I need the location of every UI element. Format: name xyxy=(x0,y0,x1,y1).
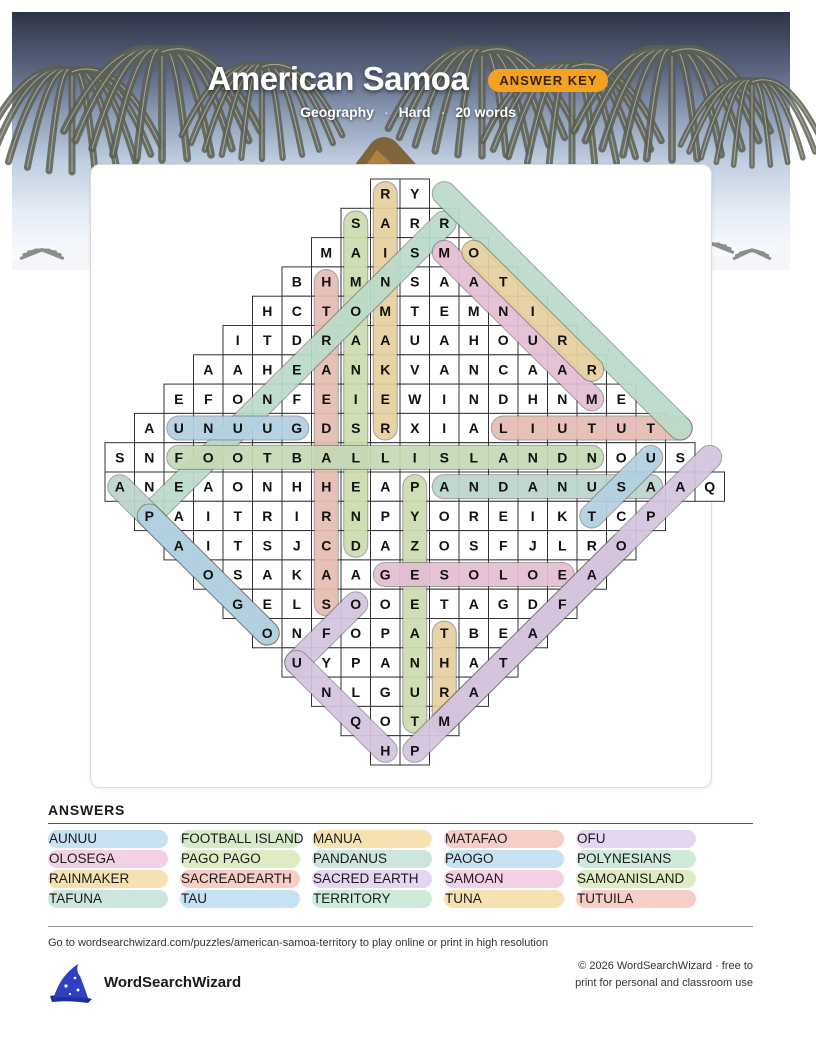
grid-letter: N xyxy=(498,302,509,319)
grid-letter: O xyxy=(350,302,362,319)
grid-letter: O xyxy=(350,625,362,642)
grid-letter: I xyxy=(442,420,447,437)
grid-letter: A xyxy=(350,244,361,261)
grid-letter: D xyxy=(291,332,302,349)
grid-letter: F xyxy=(557,595,567,612)
grid-letter: L xyxy=(292,595,302,612)
grid-letter: A xyxy=(321,361,332,378)
grid-letter: R xyxy=(468,507,479,524)
grid-letter: P xyxy=(144,507,154,524)
grid-letter: A xyxy=(173,537,184,554)
grid-letter: A xyxy=(527,478,538,495)
grid-letter: V xyxy=(410,361,420,378)
grid-letter: P xyxy=(380,507,390,524)
grid-letter: A xyxy=(439,361,450,378)
grid-letter: F xyxy=(203,390,213,407)
grid-letter: X xyxy=(410,420,420,437)
grid-letter: H xyxy=(439,654,450,671)
grid-letter: Y xyxy=(410,507,420,524)
grid-letter: E xyxy=(321,390,331,407)
answer-word: AUNUU xyxy=(49,831,98,846)
grid-letter: T xyxy=(587,507,597,524)
grid-letter: I xyxy=(412,449,417,466)
answers-heading: ANSWERS xyxy=(48,802,126,818)
answer-word: SAMOANISLAND xyxy=(577,871,685,886)
answer-word: TAU xyxy=(181,891,207,906)
grid-letter: O xyxy=(615,537,627,554)
grid-letter: M xyxy=(438,713,451,730)
grid-letter: A xyxy=(173,507,184,524)
grid-letter: S xyxy=(351,214,361,231)
grid-letter: E xyxy=(292,361,302,378)
grid-letter: B xyxy=(291,449,302,466)
grid-letter: N xyxy=(291,625,302,642)
grid-letter: N xyxy=(468,390,479,407)
grid-letter: I xyxy=(294,507,299,524)
answer-word: FOOTBALL ISLAND xyxy=(181,831,304,846)
grid-letter: I xyxy=(353,390,358,407)
grid-letter: M xyxy=(438,244,451,261)
grid-letter: S xyxy=(439,449,449,466)
grid-letter: R xyxy=(380,420,391,437)
grid-letter: O xyxy=(232,449,244,466)
answer-word: TUTUILA xyxy=(577,891,634,906)
answers-list xyxy=(48,830,753,908)
grid-letter: S xyxy=(469,537,479,554)
grid-letter: N xyxy=(262,390,273,407)
grid-letter: T xyxy=(233,537,243,554)
answer-item xyxy=(576,830,708,848)
grid-letter: I xyxy=(206,537,211,554)
grid-letter: G xyxy=(232,595,244,612)
grid-letter: N xyxy=(557,390,568,407)
grid-letter: U xyxy=(586,478,597,495)
grid-letter: N xyxy=(409,654,420,671)
grid-letter: O xyxy=(379,595,391,612)
grid-letter: A xyxy=(262,566,273,583)
grid-letter: S xyxy=(233,566,243,583)
grid-letter: A xyxy=(203,478,214,495)
answer-item xyxy=(48,870,180,888)
grid-letter: B xyxy=(291,273,302,290)
grid-letter: I xyxy=(530,507,535,524)
grid-letter: H xyxy=(262,361,273,378)
answer-word: POLYNESIANS xyxy=(577,851,672,866)
answer-item xyxy=(444,870,576,888)
grid-letter: P xyxy=(646,507,656,524)
grid-letter: A xyxy=(468,420,479,437)
word-search-grid xyxy=(91,165,716,789)
grid-letter: O xyxy=(468,244,480,261)
grid-letter: A xyxy=(468,654,479,671)
grid-letter: T xyxy=(262,449,272,466)
grid-letter: T xyxy=(410,713,420,730)
grid-letter: E xyxy=(174,478,184,495)
grid-letter: D xyxy=(498,390,509,407)
footer-divider xyxy=(48,926,753,927)
grid-letter: T xyxy=(321,302,331,319)
grid-letter: R xyxy=(439,683,450,700)
grid-letter: K xyxy=(557,507,568,524)
answer-item xyxy=(312,890,444,908)
grid-letter: N xyxy=(350,507,361,524)
answer-word: TERRITORY xyxy=(313,891,391,906)
grid-letter: A xyxy=(321,449,332,466)
answer-item xyxy=(180,830,312,848)
answer-word: RAINMAKER xyxy=(49,871,130,886)
grid-letter: L xyxy=(380,449,390,466)
answer-word: TAFUNA xyxy=(49,891,102,906)
copyright-text: © 2026 WordSearchWizard · free to print for personal and classroom use xyxy=(575,960,753,989)
grid-letter: A xyxy=(232,361,243,378)
grid-letter: M xyxy=(320,244,333,261)
grid-letter: O xyxy=(202,566,214,583)
grid-letter: R xyxy=(586,537,597,554)
grid-letter: E xyxy=(174,390,184,407)
grid-letter: A xyxy=(380,332,391,349)
answer-item xyxy=(444,850,576,868)
grid-letter: M xyxy=(585,390,598,407)
grid-letter: A xyxy=(380,214,391,231)
grid-letter: A xyxy=(439,332,450,349)
grid-letter: A xyxy=(350,332,361,349)
category-label: Geography xyxy=(300,104,374,120)
grid-letter: S xyxy=(410,244,420,261)
answer-item xyxy=(312,870,444,888)
grid-letter: H xyxy=(321,478,332,495)
grid-letter: E xyxy=(439,302,449,319)
grid-letter: A xyxy=(527,625,538,642)
answer-item xyxy=(180,870,312,888)
grid-letter: H xyxy=(468,332,479,349)
grid-letter: K xyxy=(291,566,302,583)
answer-word: SACREADEARTH xyxy=(181,871,292,886)
grid-letter: J xyxy=(292,537,301,554)
grid-letter: N xyxy=(144,478,155,495)
grid-letter: N xyxy=(321,683,332,700)
answer-word: PAOGO xyxy=(445,851,494,866)
puzzle-card xyxy=(90,164,716,788)
grid-letter: A xyxy=(380,478,391,495)
grid-letter: E xyxy=(380,390,390,407)
puzzle-meta xyxy=(0,104,816,120)
grid-letter: Y xyxy=(321,654,331,671)
footer-link-text[interactable]: Go to wordsearchwizard.com/puzzles/american-samoa-territory to play online or print in high resolution xyxy=(48,937,549,949)
grid-letter: P xyxy=(410,478,420,495)
grid-letter: I xyxy=(206,507,211,524)
grid-letter: T xyxy=(262,332,272,349)
grid-letter: O xyxy=(202,449,214,466)
grid-letter: S xyxy=(616,478,626,495)
grid-letter: O xyxy=(379,713,391,730)
grid-letter: N xyxy=(468,361,479,378)
grid-letter: S xyxy=(439,566,449,583)
grid-letter: O xyxy=(438,507,450,524)
grid-letter: U xyxy=(616,420,627,437)
grid-letter: W xyxy=(408,390,422,407)
grid-letter: C xyxy=(498,361,509,378)
grid-letter: L xyxy=(557,537,567,554)
grid-letter: A xyxy=(645,478,656,495)
grid-letter: O xyxy=(615,449,627,466)
grid-letter: D xyxy=(350,537,361,554)
grid-letter: N xyxy=(557,478,568,495)
grid-letter: S xyxy=(410,273,420,290)
title-row xyxy=(0,60,816,98)
answer-item xyxy=(576,870,708,888)
grid-letter: F xyxy=(292,390,302,407)
grid-letter: A xyxy=(468,683,479,700)
answer-item xyxy=(48,830,180,848)
answer-word: SACRED EARTH xyxy=(313,871,419,886)
grid-letter: O xyxy=(468,566,480,583)
answer-item xyxy=(180,890,312,908)
meta-separator: · xyxy=(440,104,446,120)
grid-letter: B xyxy=(468,625,479,642)
grid-letter: T xyxy=(587,420,597,437)
answer-word: OLOSEGA xyxy=(49,851,116,866)
answer-item xyxy=(444,830,576,848)
answers-divider xyxy=(48,823,753,824)
answer-item xyxy=(312,850,444,868)
grid-letter: O xyxy=(261,625,273,642)
grid-letter: F xyxy=(174,449,184,466)
grid-letter: I xyxy=(530,420,535,437)
grid-letter: A xyxy=(321,566,332,583)
grid-letter: U xyxy=(409,683,420,700)
grid-letter: T xyxy=(233,507,243,524)
grid-letter: S xyxy=(262,537,272,554)
grid-letter: U xyxy=(232,420,243,437)
grid-letter: A xyxy=(409,625,420,642)
grid-letter: H xyxy=(527,390,538,407)
grid-letter: L xyxy=(469,449,479,466)
grid-letter: T xyxy=(439,625,449,642)
grid-letter: E xyxy=(557,566,567,583)
grid-letter: H xyxy=(291,478,302,495)
grid-letter: M xyxy=(379,302,392,319)
grid-letter: U xyxy=(173,420,184,437)
grid-letter: R xyxy=(557,332,568,349)
grid-letter: Y xyxy=(410,185,420,202)
grid-letter: T xyxy=(498,273,508,290)
grid-letter: A xyxy=(527,361,538,378)
answer-word: PAGO PAGO xyxy=(181,851,261,866)
grid-letter: A xyxy=(380,654,391,671)
grid-letter: S xyxy=(115,449,125,466)
answer-word: MATAFAO xyxy=(445,831,508,846)
grid-letter: E xyxy=(262,595,272,612)
answer-item xyxy=(444,890,576,908)
grid-letter: P xyxy=(351,654,361,671)
grid-letter: A xyxy=(439,478,450,495)
grid-letter: Q xyxy=(350,713,362,730)
answer-item xyxy=(180,850,312,868)
grid-letter: S xyxy=(351,420,361,437)
grid-letter: E xyxy=(351,478,361,495)
difficulty-label: Hard xyxy=(398,104,431,120)
grid-letter: A xyxy=(114,478,125,495)
grid-letter: I xyxy=(530,302,535,319)
grid-letter: R xyxy=(439,214,450,231)
grid-letter: A xyxy=(468,595,479,612)
grid-letter: O xyxy=(232,390,244,407)
grid-letter: G xyxy=(291,420,303,437)
grid-letter: E xyxy=(498,507,508,524)
grid-letter: O xyxy=(527,566,539,583)
answer-key-badge: ANSWER KEY xyxy=(488,69,608,92)
answer-word: OFU xyxy=(577,831,606,846)
grid-letter: H xyxy=(380,742,391,759)
grid-letter: S xyxy=(675,449,685,466)
grid-letter: I xyxy=(235,332,240,349)
grid-letter: R xyxy=(409,214,420,231)
grid-letter: I xyxy=(442,390,447,407)
grid-letter: R xyxy=(321,507,332,524)
answer-item xyxy=(312,830,444,848)
brand-name: WordSearchWizard xyxy=(104,974,242,991)
grid-letter: D xyxy=(557,449,568,466)
grid-letter: J xyxy=(528,537,537,554)
grid-letter: C xyxy=(291,302,302,319)
answer-word: TUNA xyxy=(445,891,482,906)
grid-letter: T xyxy=(498,654,508,671)
grid-letter: A xyxy=(498,449,509,466)
grid-letter: N xyxy=(350,361,361,378)
grid-letter: Z xyxy=(410,537,420,554)
grid-letter: E xyxy=(616,390,626,407)
grid-letter: F xyxy=(321,625,331,642)
wizard-hat-icon xyxy=(48,962,94,1004)
page-title: American Samoa xyxy=(207,60,469,97)
grid-letter: E xyxy=(410,566,420,583)
grid-letter: R xyxy=(380,185,391,202)
grid-letter: N xyxy=(380,273,391,290)
answer-item xyxy=(576,850,708,868)
grid-letter: T xyxy=(439,595,449,612)
grid-letter: F xyxy=(498,537,508,554)
answer-word: PANDANUS xyxy=(313,851,388,866)
grid-letter: O xyxy=(497,332,509,349)
grid-letter: M xyxy=(349,273,362,290)
grid-letter: A xyxy=(203,361,214,378)
grid-letter: O xyxy=(232,478,244,495)
grid-letter: E xyxy=(410,595,420,612)
grid-letter: R xyxy=(321,332,332,349)
grid-letter: N xyxy=(468,478,479,495)
grid-letter: U xyxy=(262,420,273,437)
grid-letter: O xyxy=(438,537,450,554)
grid-letter: A xyxy=(439,273,450,290)
grid-letter: U xyxy=(291,654,302,671)
grid-letter: A xyxy=(586,566,597,583)
grid-letter: N xyxy=(586,449,597,466)
grid-letter: T xyxy=(646,420,656,437)
grid-letter: L xyxy=(351,683,361,700)
grid-letter: G xyxy=(379,683,391,700)
grid-letter: C xyxy=(321,537,332,554)
grid-letter: L xyxy=(498,420,508,437)
answer-item xyxy=(48,850,180,868)
grid-letter: S xyxy=(321,595,331,612)
grid-letter: A xyxy=(380,537,391,554)
answer-item xyxy=(48,890,180,908)
grid-letter: U xyxy=(557,420,568,437)
answer-word: MANUA xyxy=(313,831,362,846)
grid-letter: D xyxy=(321,420,332,437)
grid-letter: A xyxy=(468,273,479,290)
grid-letter: U xyxy=(409,332,420,349)
grid-letter: A xyxy=(350,566,361,583)
grid-letter: R xyxy=(262,507,273,524)
meta-separator: · xyxy=(383,104,389,120)
grid-letter: N xyxy=(527,449,538,466)
grid-letter: N xyxy=(203,420,214,437)
grid-letter: A xyxy=(675,478,686,495)
grid-letter: U xyxy=(645,449,656,466)
grid-letter: E xyxy=(498,625,508,642)
grid-letter: U xyxy=(527,332,538,349)
grid-letter: P xyxy=(380,625,390,642)
grid-letter: H xyxy=(262,302,273,319)
grid-letter: T xyxy=(410,302,420,319)
grid-letter: D xyxy=(498,478,509,495)
grid-letter: P xyxy=(410,742,420,759)
grid-letter: G xyxy=(379,566,391,583)
grid-letter: I xyxy=(383,244,388,261)
grid-letter: N xyxy=(144,449,155,466)
grid-letter: D xyxy=(527,595,538,612)
grid-letter: R xyxy=(586,361,597,378)
grid-letter: K xyxy=(380,361,391,378)
grid-letter: A xyxy=(144,420,155,437)
grid-letter: N xyxy=(262,478,273,495)
answer-word: SAMOAN xyxy=(445,871,504,886)
grid-letter: M xyxy=(467,302,480,319)
grid-letter: H xyxy=(321,273,332,290)
grid-letter: L xyxy=(351,449,361,466)
grid-letter: Q xyxy=(704,478,716,495)
word-count-label: 20 words xyxy=(455,104,516,120)
grid-letter: G xyxy=(497,595,509,612)
grid-letter: A xyxy=(557,361,568,378)
grid-letter: L xyxy=(498,566,508,583)
grid-letter: O xyxy=(350,595,362,612)
grid-letter: C xyxy=(616,507,627,524)
answer-item xyxy=(576,890,708,908)
